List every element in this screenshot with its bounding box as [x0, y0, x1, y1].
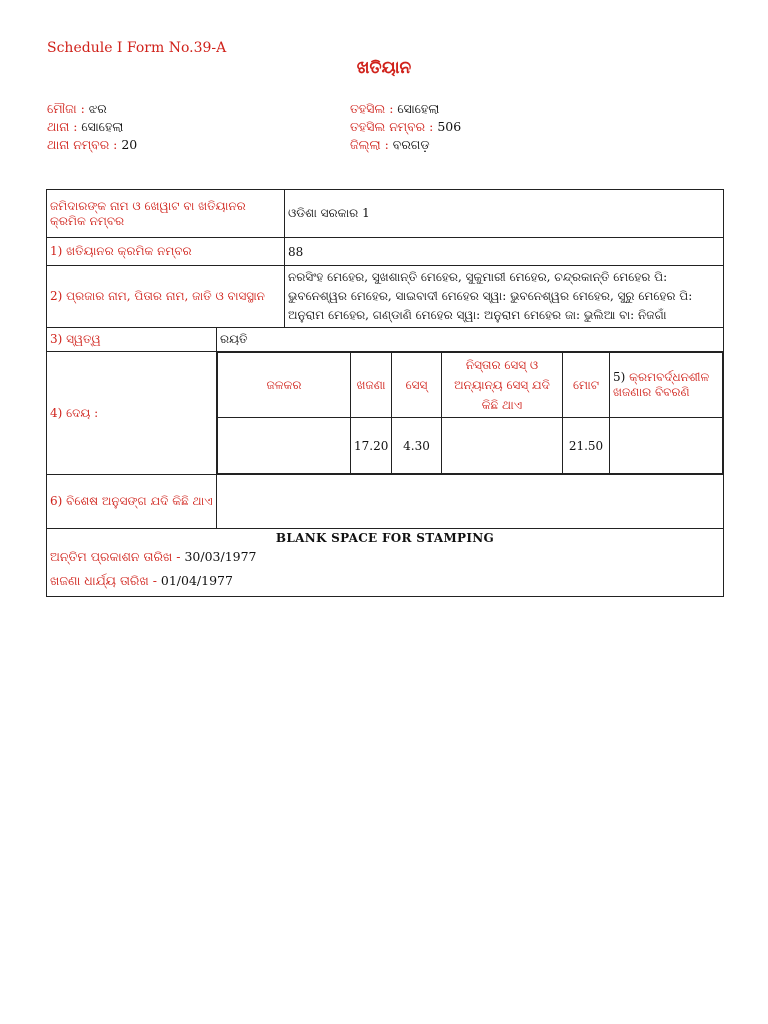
thana-no-label: ଥାନା ନମ୍ବର :	[47, 137, 118, 152]
table-row	[47, 266, 724, 328]
khajana-date-label: ଖଜଣା ଧାର୍ଯ୍ୟ ତାରିଖ -	[50, 573, 157, 588]
mouza-label: ମୌଜା :	[47, 101, 85, 116]
page-title: ଖତିୟାନ	[356, 58, 412, 78]
progressive-header	[610, 353, 723, 418]
final-pub-date: 30/03/1977	[184, 549, 257, 564]
khatiyan-no-label: 1) ଖତିୟାନର କ୍ରମିକ ନମ୍ବର	[47, 238, 285, 266]
table-row	[47, 238, 724, 266]
tahasil-label: ତହସିଲ :	[350, 101, 394, 116]
progressive-value	[610, 418, 723, 474]
tahasil-line	[350, 100, 461, 118]
total-header: ମୋଟ	[563, 353, 610, 418]
cess-header: ସେସ୍	[392, 353, 442, 418]
dues-value-row	[218, 418, 723, 474]
schedule-title: Schedule I Form No.39-A	[47, 40, 227, 56]
district-value: ବରଗଡ଼	[392, 137, 430, 152]
table-row	[47, 352, 724, 475]
thana-line	[47, 118, 137, 136]
district-label: ଜିଲ୍ଲା :	[350, 137, 389, 152]
final-pub-line	[50, 549, 720, 565]
jalkar-header: ଜଳକର	[218, 353, 351, 418]
thana-no-value: 20	[121, 137, 138, 152]
final-pub-label: ଅନ୍ତିମ ପ୍ରକାଶନ ତାରିଖ -	[50, 549, 181, 564]
special-value	[217, 475, 724, 529]
khatiyan-no-value: 88	[285, 238, 724, 266]
jalkar-value	[218, 418, 351, 474]
nistar-value	[442, 418, 563, 474]
stamp-title: BLANK SPACE FOR STAMPING	[275, 531, 495, 545]
special-label: 6) ବିଶେଷ ଅନୁସଙ୍ଗ ଯଦି କିଛି ଥାଏ	[47, 475, 217, 529]
district-line	[350, 136, 461, 154]
tahasil-no-value: 506	[437, 119, 462, 134]
dues-cell	[217, 352, 724, 475]
tahasil-no-label: ତହସିଲ ନମ୍ବର :	[350, 119, 434, 134]
table-row	[47, 190, 724, 238]
mouza-line	[47, 100, 137, 118]
table-row	[47, 529, 724, 597]
nistar-header: ନିସ୍ତାର ସେସ୍ ଓ ଅନ୍ୟାନ୍ୟ ସେସ୍ ଯଦି କିଛି ଥାଏ	[442, 353, 563, 418]
dues-header-row	[218, 353, 723, 418]
progressive-label: କ୍ରମବର୍ଦ୍ଧନଶୀଳ ଖଜଣାର ବିବରଣି	[613, 370, 710, 399]
khajana-date-line	[50, 573, 720, 589]
right-label: 3) ସ୍ୱତ୍ୱ	[47, 328, 217, 352]
stamp-area	[47, 529, 724, 597]
thana-no-line	[47, 136, 137, 154]
khatiyan-table	[46, 189, 724, 597]
header-right	[350, 100, 461, 154]
thana-label: ଥାନା :	[47, 119, 78, 134]
cess-value: 4.30	[392, 418, 442, 474]
khajana-date-value: 01/04/1977	[160, 573, 233, 588]
tahasil-no-line	[350, 118, 461, 136]
header-left	[47, 100, 137, 154]
total-value: 21.50	[563, 418, 610, 474]
khajana-header: ଖଜଣା	[351, 353, 392, 418]
mouza-value: ଝର	[88, 101, 107, 116]
tenant-value: ନରସିଂହ ମେହେର, ସୁଖଶାନ୍ତି ମେହେର, ସୁକୁମାରୀ ମେହେର, ଚନ୍ଦ୍ରକାନ୍ତି ମେହେର ପି: ଭୁବନେଶ୍ୱର ମେହେର, ସାଇବାଦୀ ମେହେର ସ୍ୱା: ଭୁବନେଶ୍ୱର ମେହେର, ସୁରୁ ମେହେର ପି: ଅନୁରାମ ମେହେର, ଗଣ୍ଡାଣି ମେହେର ସ୍ୱା: ଅନୁରାମ ମେହେର ଜା: ଭୁଲିଆ ବା: ନିଜଗାଁ	[285, 266, 724, 328]
table-row	[47, 475, 724, 529]
landlord-label: ଜମିଦାରଙ୍କ ନାମ ଓ ଖେୱାଟ ବା ଖତିୟାନର କ୍ରମିକ ନମ୍ବର	[47, 190, 285, 238]
dues-table	[217, 352, 723, 474]
khajana-value: 17.20	[351, 418, 392, 474]
table-row	[47, 328, 724, 352]
progressive-number: 5)	[613, 370, 626, 384]
thana-value: ସୋହେଲା	[81, 119, 124, 134]
tahasil-value: ସୋହେଲା	[397, 101, 440, 116]
tenant-label: 2) ପ୍ରଜାର ନାମ, ପିତାର ନାମ, ଜାତି ଓ ବାସସ୍ଥାନ	[47, 266, 285, 328]
right-value: ରୟତି	[217, 328, 724, 352]
landlord-value: ଓଡିଶା ସରକାର 1	[285, 190, 724, 238]
dues-label: 4) ଦେୟ :	[47, 352, 217, 475]
